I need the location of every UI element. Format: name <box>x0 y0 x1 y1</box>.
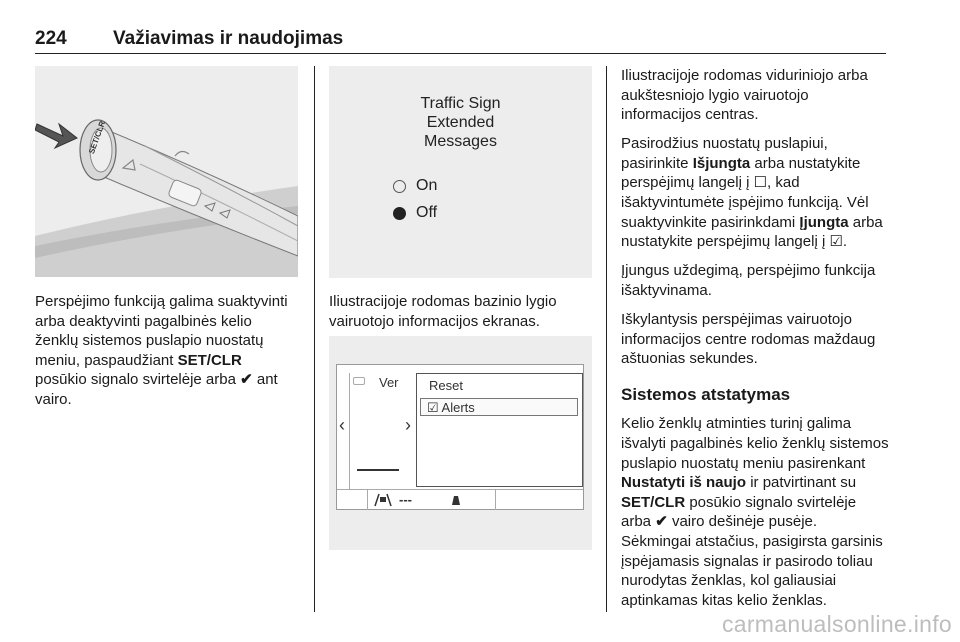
off-term: Išjungta <box>692 154 751 172</box>
ignition-paragraph: Įjungus uždegimą, perspėjimo funkcija išaktyvinama. <box>621 262 876 299</box>
watermark: carmanualsonline.info <box>721 611 952 637</box>
tab-car-icon <box>353 377 365 385</box>
left-panel-divider <box>349 373 350 489</box>
menu-item-reset[interactable]: Reset <box>429 378 463 393</box>
reset-term: Nustatyti iš naujo <box>621 474 747 492</box>
basic-display-caption: Iliustracijoje rodomas bazinio lygio vairuotojo informacijos ekranas. <box>329 293 557 330</box>
intro-paragraph: Iliustracijoje rodomas viduriniojo arba aukštesniojo lygio vairuotojo informacijos centras. <box>621 67 868 124</box>
column-3-text <box>621 66 889 620</box>
tab-label[interactable]: Ver <box>379 375 399 390</box>
lane-assist-icon <box>371 492 395 508</box>
lever-illustration <box>35 66 298 277</box>
vehicle-ahead-icon <box>449 493 463 507</box>
page-number: 224 <box>35 28 67 49</box>
radio-empty-icon <box>393 180 406 193</box>
lever-label: SET/CLR <box>87 119 108 156</box>
radio-filled-icon <box>393 207 406 220</box>
option-on[interactable]: On <box>393 177 437 195</box>
column-2-text <box>329 292 599 341</box>
option-off[interactable]: Off <box>393 204 437 222</box>
on-term: Įjungta <box>799 213 849 231</box>
alerts-label: ☑ Alerts <box>427 400 475 415</box>
check-icon: ✔ <box>240 371 253 389</box>
popup-paragraph: Iškylantysis perspėjimas vairuotojo informacijos centre rodomas maždaug aštuonias sekundes. <box>621 311 876 368</box>
settings-popup <box>416 373 583 487</box>
menu-item-alerts[interactable] <box>420 398 578 416</box>
bottom-bar-divider <box>337 489 583 490</box>
reset-paragraph: Kelio ženklų atminties turinį galima išvalyti pagalbinės kelio ženklų sistemos puslapio nuostatų meniu pasirenkant Nustatyti iš naujo ir patvirtinant su SET/CLR posūkio signalo svirtelėje arba ✔ vairo dešinėje pusėje. Sėkmingai atstačius, pasigirsta garsinis įspėjamasis signalas ir pasirodo toliau nurodytas ženklas, kol galiausiai aptinkamas kitas kelio ženklas. <box>621 415 889 609</box>
status-cell-divider-2 <box>495 489 496 510</box>
screen-title: Traffic Sign Extended Messages <box>420 95 501 150</box>
info-display-screen <box>329 336 592 550</box>
set-clr-term: SET/CLR <box>177 351 242 369</box>
traffic-sign-screen <box>329 66 592 278</box>
check-icon-2: ✔ <box>655 513 668 531</box>
settings-paragraph: Pasirodžius nuostatų puslapiui, pasirinkite Išjungta arba nustatykite perspėjimų langelį į ☐, kad išaktyvintumėte įspėjimo funkciją. Vėl suaktyvinkite pasirinkdami Įjungta arba nustatykite perspėjimų langelį į ☑. <box>621 135 883 251</box>
page-header <box>35 24 886 54</box>
nav-left-icon[interactable]: ‹ <box>339 415 345 435</box>
column-divider-1 <box>314 66 315 612</box>
running-title: Važiavimas ir naudojimas <box>113 28 344 49</box>
status-dashes: --- <box>399 492 412 507</box>
gauge-line <box>357 469 399 471</box>
nav-right-icon[interactable]: › <box>405 415 411 435</box>
lever-drawing <box>35 66 298 277</box>
status-cell-divider-1 <box>367 489 368 510</box>
lever-paragraph: Perspėjimo funkciją galima suaktyvinti arba deaktyvinti pagalbinės kelio ženklų sistemos puslapio nuostatų meniu, paspaudžiant SET/CLR posūkio signalo svirtelėje arba ✔ ant vairo. <box>35 293 288 408</box>
column-divider-2 <box>606 66 607 612</box>
section-heading: Sistemos atstatymas <box>621 384 791 404</box>
set-clr-term-2: SET/CLR <box>621 493 686 511</box>
column-1-text <box>35 292 297 419</box>
